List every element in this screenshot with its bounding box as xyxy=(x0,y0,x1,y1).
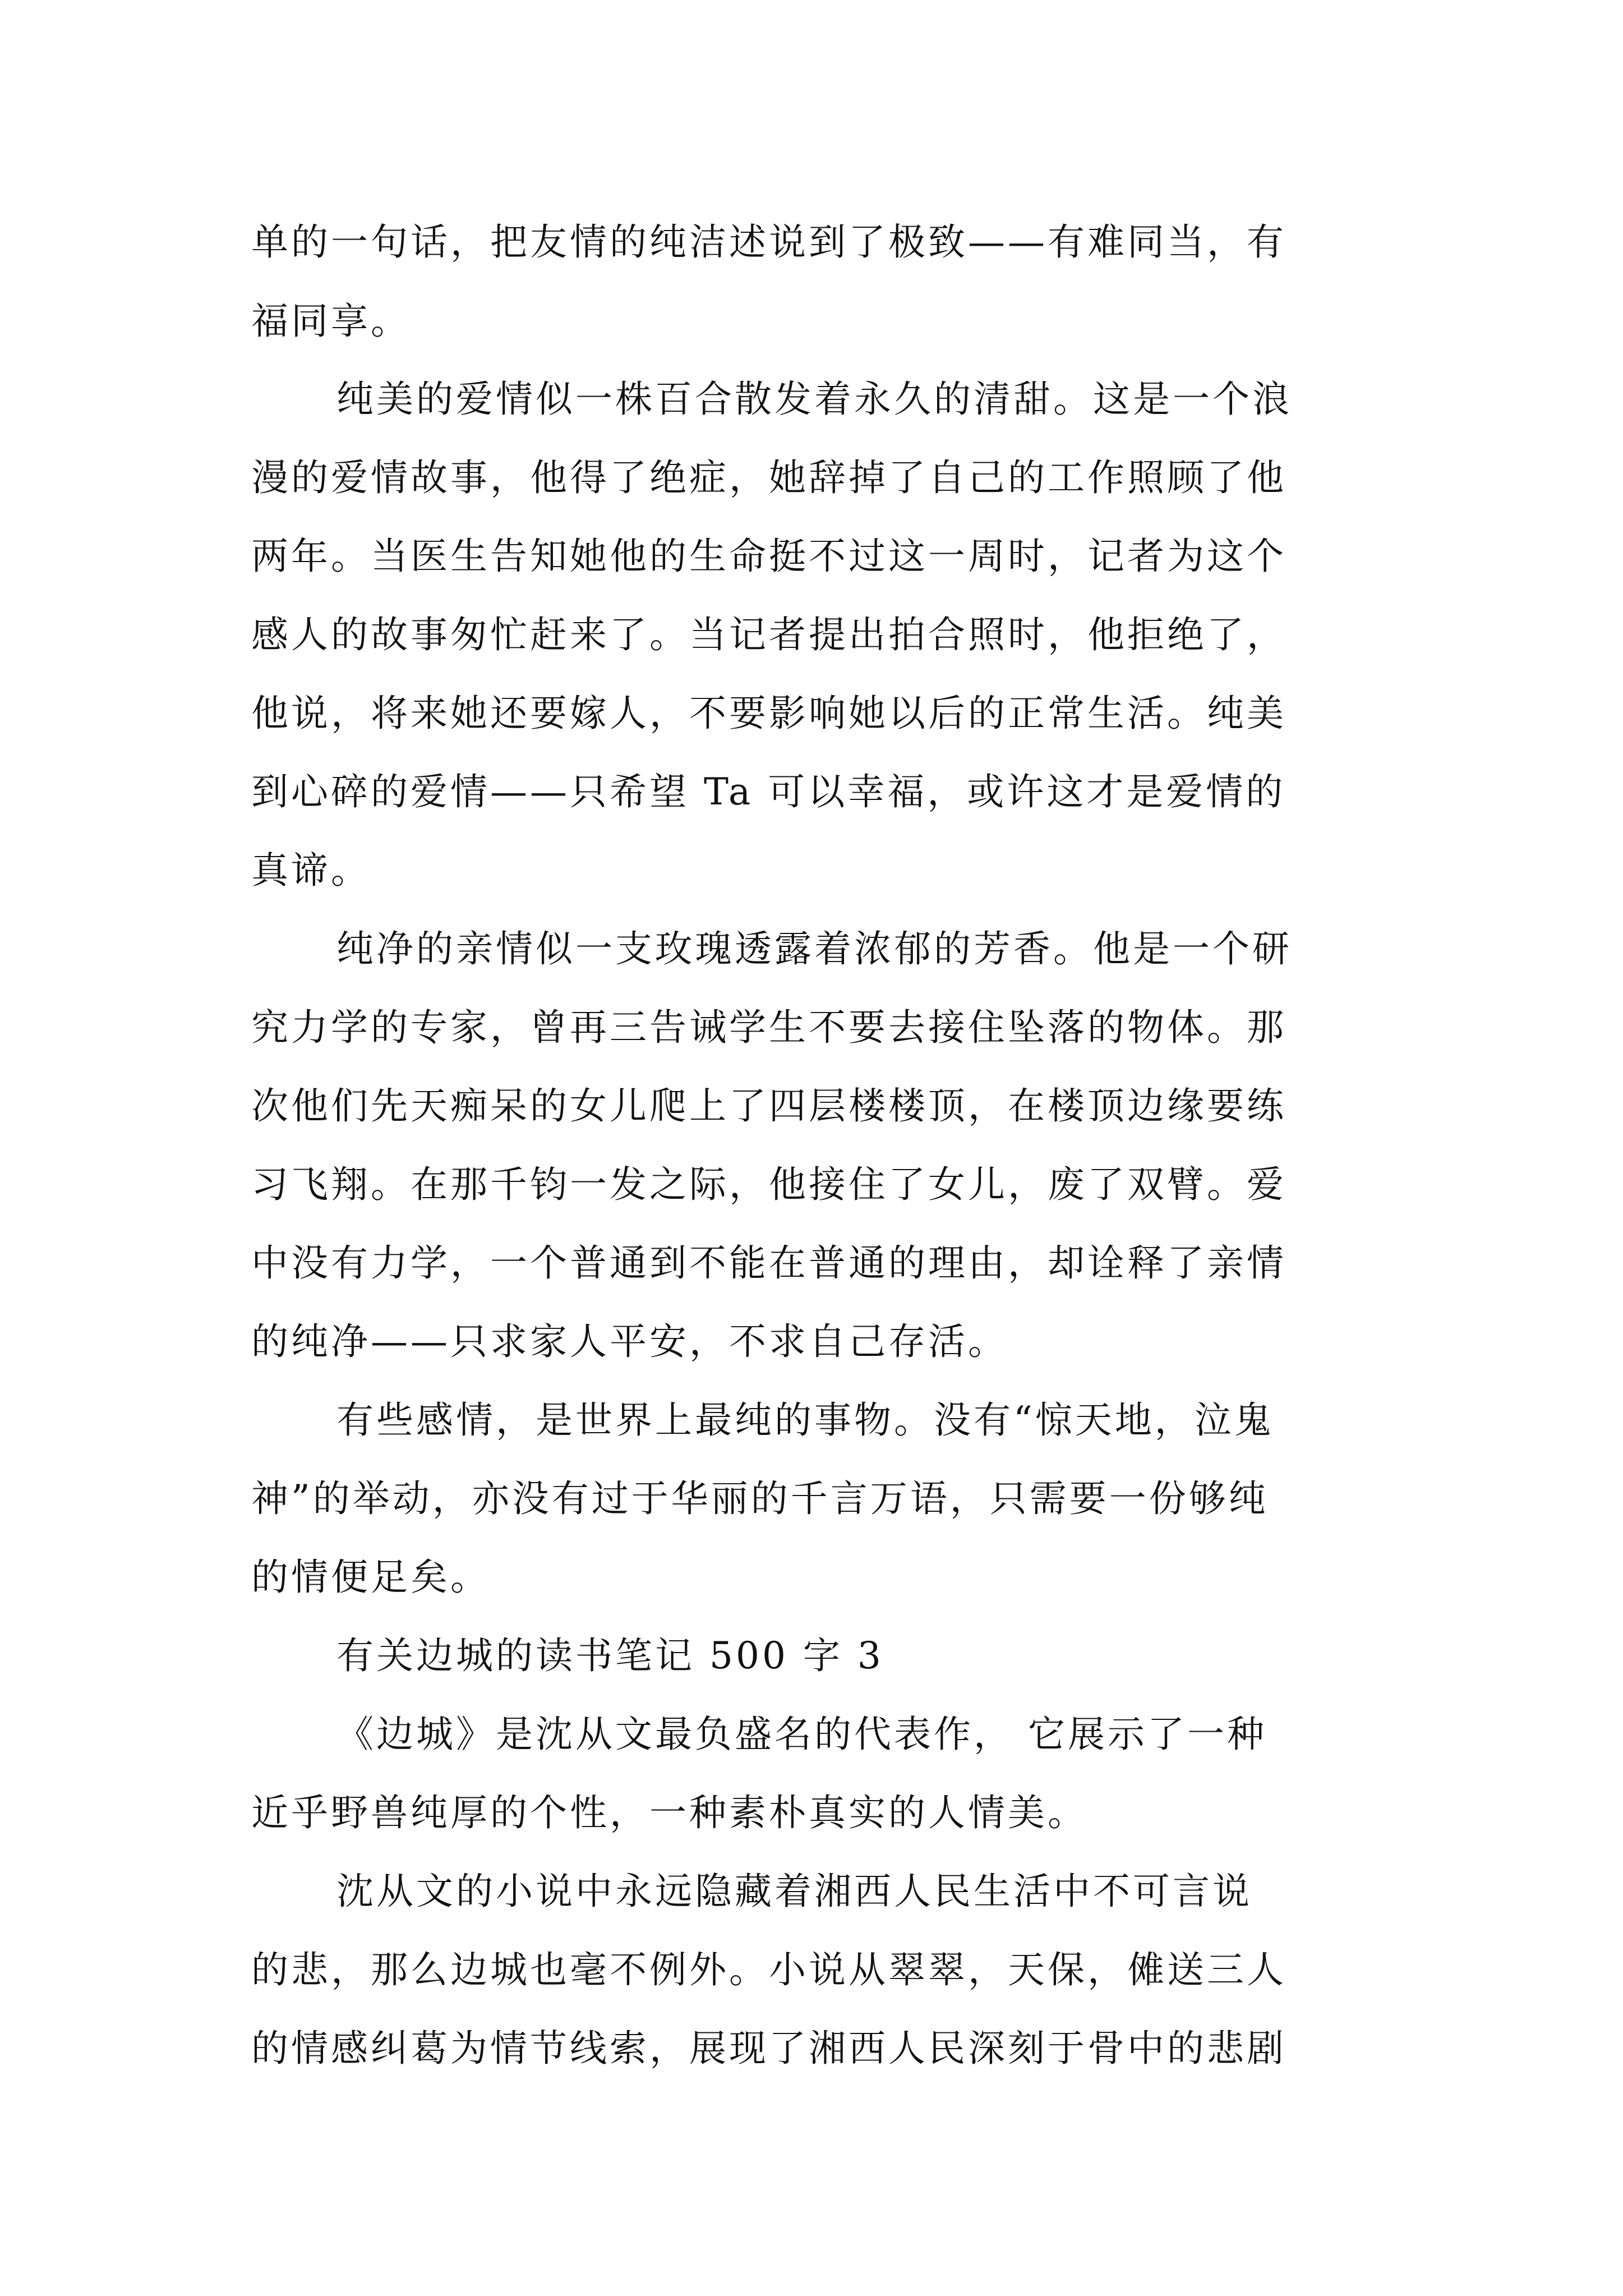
text-line: 近乎野兽纯厚的个性，一种素朴真实的人情美。 xyxy=(251,1791,1087,1834)
text-line: 感人的故事匆忙赶来了。当记者提出拍合照时，他拒绝了， xyxy=(251,613,1287,656)
text-line: 到心碎的爱情——只希望 Ta 可以幸福，或许这才是爱情的 xyxy=(251,770,1286,813)
text-line: 纯美的爱情似一株百合散发着永久的清甜。这是一个浪 xyxy=(336,378,1292,421)
text-line: 两年。当医生告知她他的生命挺不过这一周时，记者为这个 xyxy=(251,535,1287,578)
text-line: 究力学的专家，曾再三告诫学生不要去接住坠落的物体。那 xyxy=(251,1006,1287,1049)
text-line: 中没有力学，一个普通到不能在普通的理由，却诠释了亲情 xyxy=(251,1241,1287,1285)
text-line: 沈从文的小说中永远隐藏着湘西人民生活中不可言说 xyxy=(336,1870,1252,1913)
text-line: 有些感情，是世界上最纯的事物。没有“惊天地，泣鬼 xyxy=(336,1398,1274,1442)
section-heading: 有关边城的读书笔记 500 字 3 xyxy=(336,1634,884,1677)
text-line: 漫的爱情故事，他得了绝症，她辞掉了自己的工作照顾了他 xyxy=(251,456,1287,499)
text-line: 次他们先天痴呆的女儿爬上了四层楼楼顶，在楼顶边缘要练 xyxy=(251,1084,1287,1128)
text-line: 福同享。 xyxy=(251,300,411,343)
text-line: 神”的举动，亦没有过于华丽的千言万语，只需要一份够纯 xyxy=(251,1477,1269,1520)
text-line: 《边城》是沈从文最负盛名的代表作， 它展示了一种 xyxy=(336,1713,1267,1756)
text-line: 真谛。 xyxy=(251,849,371,892)
text-line: 的情便足矣。 xyxy=(251,1556,490,1599)
text-line: 他说，将来她还要嫁人，不要影响她以后的正常生活。纯美 xyxy=(251,692,1287,735)
text-line: 单的一句话，把友情的纯洁述说到了极致——有难同当，有 xyxy=(251,220,1287,264)
text-line: 习飞翔。在那千钧一发之际，他接住了女儿，废了双臂。爱 xyxy=(251,1163,1287,1206)
text-line: 的情感纠葛为情节线索，展现了湘西人民深刻于骨中的悲剧 xyxy=(251,2027,1287,2070)
text-line: 纯净的亲情似一支玫瑰透露着浓郁的芳香。他是一个研 xyxy=(336,927,1292,970)
text-line: 的悲，那么边城也毫不例外。小说从翠翠，天保，傩送三人 xyxy=(251,1948,1287,1991)
text-line: 的纯净——只求家人平安，不求自己存活。 xyxy=(251,1320,1008,1363)
